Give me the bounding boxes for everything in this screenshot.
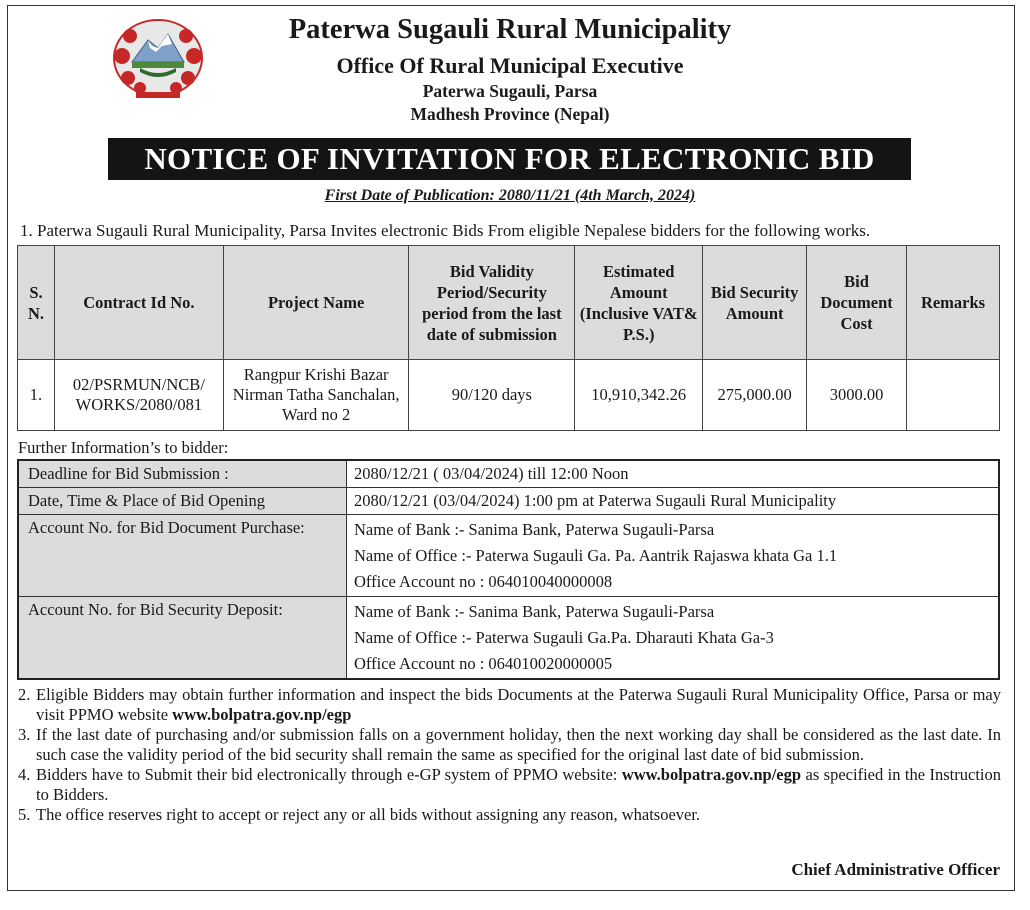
note-text: If the last date of purchasing and/or submission falls on a government holiday, then the next working day shall be considered as the last date. In such case the validity period of the bid security shall remain the same as specified for the original last date of bid submission.: [36, 725, 1001, 764]
table-row: [18, 360, 1000, 431]
col-header-project-name: Project Name: [223, 246, 409, 360]
cell-bid-security: 275,000.00: [703, 360, 807, 431]
province-name: Madhesh Province (Nepal): [410, 104, 610, 124]
col-header-sn: S. N.: [18, 246, 55, 360]
purchase-account-label: Account No. for Bid Document Purchase:: [18, 515, 347, 597]
bidder-info-table: [17, 459, 1000, 680]
note-item-5: [18, 805, 1001, 825]
ppmo-link[interactable]: www.bolpatra.gov.np/egp: [172, 705, 352, 724]
purchase-office-name: Name of Office :- Paterwa Sugauli Ga. Pa. Aantrik Rajaswa khata Ga 1.1: [354, 546, 838, 565]
col-header-bid-validity: Bid Validity Period/Security period from the last date of submission: [409, 246, 575, 360]
deposit-office-name: Name of Office :- Paterwa Sugauli Ga.Pa. Dharauti Khata Ga-3: [354, 628, 774, 647]
deadline-label: Deadline for Bid Submission :: [18, 460, 347, 488]
notes-list: [18, 685, 1001, 825]
deposit-account-value: [347, 597, 1000, 680]
note-text: Eligible Bidders may obtain further information and inspect the bids Documents at the Paterwa Sugauli Rural Municipality Office, Parsa or may visit PPMO website www.bolpatra.gov.np/egp: [36, 685, 1001, 724]
cell-project-name: Rangpur Krishi Bazar Nirman Tatha Sanchalan, Ward no 2: [223, 360, 409, 431]
notice-title: NOTICE OF INVITATION FOR ELECTRONIC BID: [108, 138, 911, 180]
note-number: 4.: [18, 765, 31, 784]
cell-document-cost: 3000.00: [807, 360, 907, 431]
purchase-account-number: Office Account no : 064010040000008: [354, 572, 613, 591]
cell-estimated-amount: 10,910,342.26: [575, 360, 703, 431]
deposit-bank-name: Name of Bank :- Sanima Bank, Paterwa Sugauli-Parsa: [354, 602, 715, 621]
cell-remarks: [907, 360, 1000, 431]
office-name: Office Of Rural Municipal Executive: [336, 53, 684, 78]
info-row-opening: [18, 488, 999, 515]
publication-date: First Date of Publication: 2080/11/21 (4th March, 2024): [324, 187, 696, 204]
info-row-purchase-account: [18, 515, 999, 597]
deadline-value: 2080/12/21 ( 03/04/2024) till 12:00 Noon: [347, 460, 1000, 488]
note-number: 2.: [18, 685, 31, 704]
cell-bid-validity: 90/120 days: [409, 360, 575, 431]
note-number: 3.: [18, 725, 31, 744]
opening-label: Date, Time & Place of Bid Opening: [18, 488, 347, 515]
signature: Chief Administrative Officer: [791, 860, 1000, 879]
nepal-emblem-icon: [110, 18, 206, 100]
further-info-label: Further Information’s to bidder:: [18, 438, 229, 457]
opening-value: 2080/12/21 (03/04/2024) 1:00 pm at Paterwa Sugauli Rural Municipality: [347, 488, 1000, 515]
intro-text: 1. Paterwa Sugauli Rural Municipality, Parsa Invites electronic Bids From eligible Nepalese bidders for the following works.: [20, 221, 871, 240]
note-number: 5.: [18, 805, 31, 824]
col-header-estimated-amount: Estimated Amount (Inclusive VAT& P.S.): [575, 246, 703, 360]
purchase-bank-name: Name of Bank :- Sanima Bank, Paterwa Sugauli-Parsa: [354, 520, 715, 539]
note-item-3: [18, 725, 1001, 765]
col-header-contract-id: Contract Id No.: [54, 246, 223, 360]
cell-contract-id: 02/PSRMUN/NCB/ WORKS/2080/081: [54, 360, 223, 431]
cell-sn: 1.: [18, 360, 55, 431]
note-item-4: [18, 765, 1001, 805]
note-text: Bidders have to Submit their bid electronically through e-GP system of PPMO website: www.bolpatra.gov.np/egp as specified in the Instruction to Bidders.: [36, 765, 1001, 804]
info-row-deposit-account: [18, 597, 999, 680]
col-header-bid-security: Bid Security Amount: [703, 246, 807, 360]
municipality-name: Paterwa Sugauli Rural Municipality: [288, 14, 732, 45]
purchase-account-value: [347, 515, 1000, 597]
note-item-2: [18, 685, 1001, 725]
col-header-remarks: Remarks: [907, 246, 1000, 360]
deposit-account-number: Office Account no : 064010020000005: [354, 654, 613, 673]
table-header-row: [18, 246, 1000, 360]
deposit-account-label: Account No. for Bid Security Deposit:: [18, 597, 347, 680]
office-address: Paterwa Sugauli, Parsa: [422, 81, 598, 101]
info-row-deadline: [18, 460, 999, 488]
egp-link[interactable]: www.bolpatra.gov.np/egp: [621, 765, 802, 784]
note-text: The office reserves right to accept or reject any or all bids without assigning any reason, whatsoever.: [36, 805, 701, 824]
col-header-document-cost: Bid Document Cost: [807, 246, 907, 360]
bid-table: [17, 245, 1000, 431]
